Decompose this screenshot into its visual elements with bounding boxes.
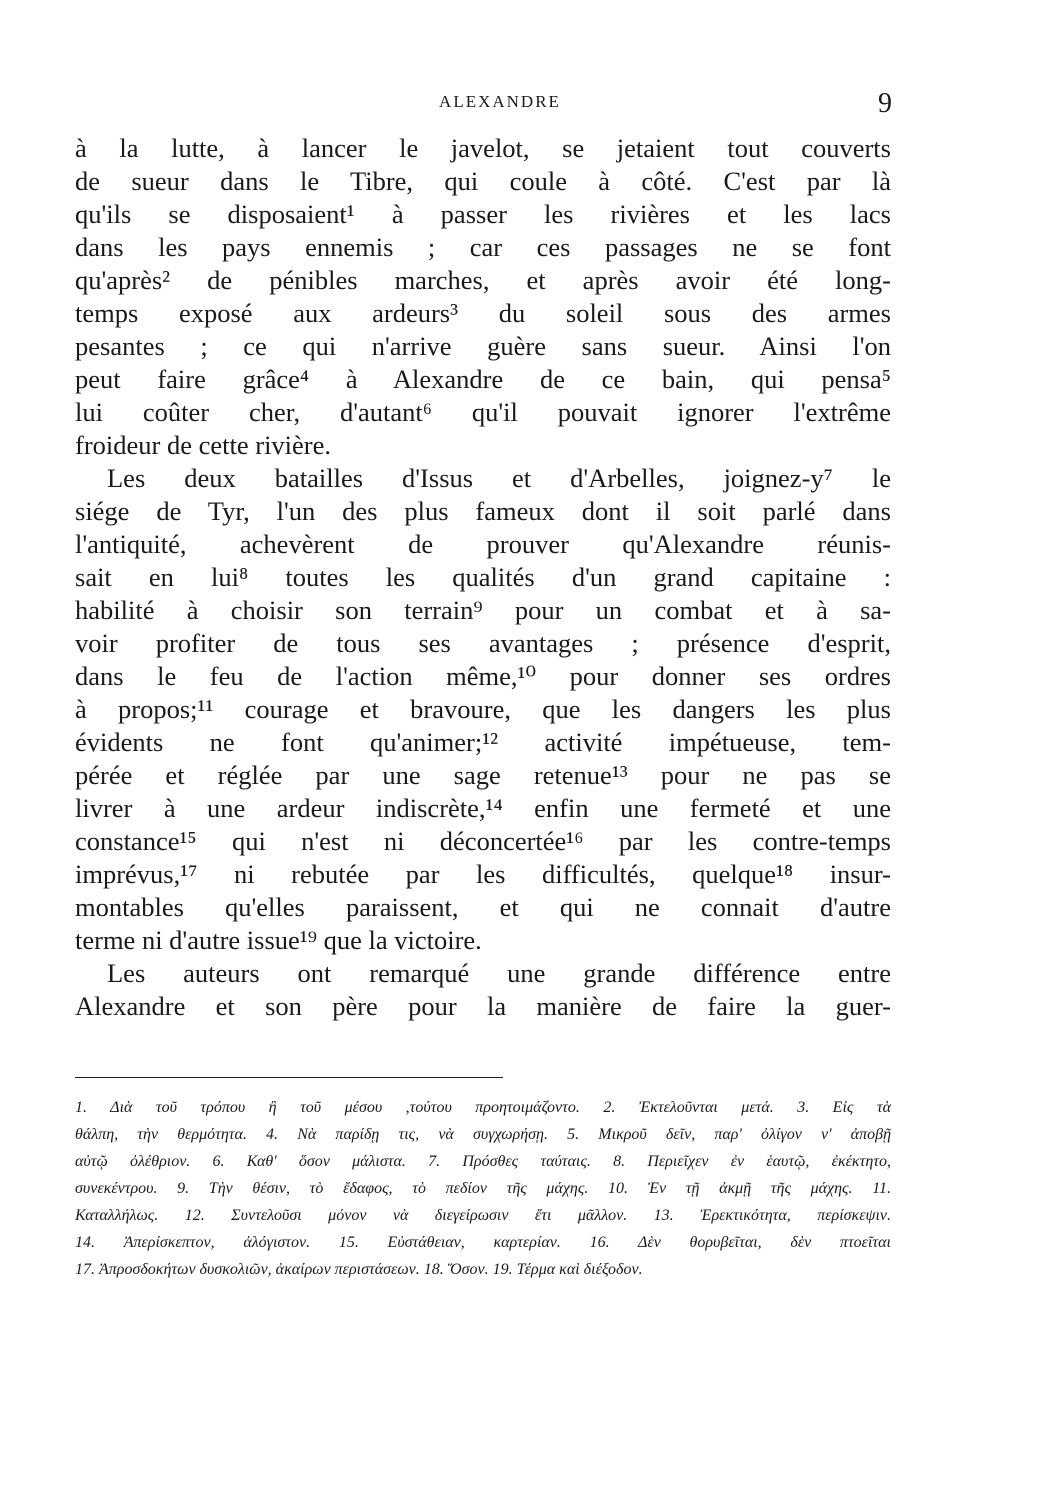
body-line: livrer à une ardeur indiscrète,¹⁴ enfin une fermeté et une	[75, 793, 891, 823]
body-line: à propos;¹¹ courage et bravoure, que les dangers les plus	[75, 694, 891, 724]
body-line: habilité à choisir son terrain⁹ pour un combat et à sa-	[75, 595, 891, 625]
body-line: sait en lui⁸ toutes les qualités d'un grand capitaine :	[75, 562, 891, 592]
body-line: évidents ne font qu'animer;¹² activité impétueuse, tem-	[75, 727, 891, 757]
body-line: Les auteurs ont remarqué une grande différence entre	[107, 958, 891, 988]
body-line: constance¹⁵ qui n'est ni déconcertée¹⁶ par les contre-temps	[75, 826, 891, 856]
body-line: de sueur dans le Tibre, qui coule à côté. C'est par là	[75, 166, 891, 196]
body-line: l'antiquité, achevèrent de prouver qu'Alexandre réunis-	[75, 529, 891, 559]
body-line: temps exposé aux ardeurs³ du soleil sous des armes	[75, 298, 891, 328]
body-line: qu'ils se disposaient¹ à passer les rivières et les lacs	[75, 199, 891, 229]
footnote-line: 14. Ἀπερίσκεπτον, ἀλόγιστον. 15. Εὐστάθειαν, καρτερίαν. 16. Δὲν θορυβεῖται, δὲν πτοεῖται	[75, 1234, 891, 1251]
page-number: 9	[878, 88, 892, 119]
body-line: froideur de cette rivière.	[75, 430, 332, 460]
body-line: Alexandre et son père pour la manière de faire la guer-	[75, 991, 891, 1021]
footnotes	[75, 1094, 891, 1283]
body-text	[75, 132, 891, 1023]
footnote-line: 17. Ἀπροσδοκήτων δυσκολιῶν, ἀκαίρων περιστάσεων. 18. Ὅσον. 19. Τέρμα καὶ διέξοδον.	[75, 1261, 643, 1278]
body-line: terme ni d'autre issue¹⁹ que la victoire.	[75, 925, 482, 955]
body-line: qu'après² de pénibles marches, et après avoir été long-	[75, 265, 891, 295]
body-line: dans les pays ennemis ; car ces passages ne se font	[75, 232, 891, 262]
page-header	[0, 88, 1064, 118]
footnote-line: αὐτῷ ὀλέθριον. 6. Καθ' ὅσον μάλιστα. 7. Πρόσθες ταύταις. 8. Περιεῖχεν ἐν ἑαυτῷ, ἐκέκτητο,	[75, 1153, 891, 1170]
running-title: ALEXANDRE	[439, 92, 561, 111]
footnote-line: 1. Διὰ τοῦ τρόπου ἢ τοῦ μέσου ,τούτου προητοιμάζοντο. 2. Ἐκτελοῦνται μετά. 3. Εἰς τὰ	[75, 1099, 891, 1116]
body-line: imprévus,¹⁷ ni rebutée par les difficultés, quelque¹⁸ insur-	[75, 859, 891, 889]
body-line: pesantes ; ce qui n'arrive guère sans sueur. Ainsi l'on	[75, 331, 891, 361]
body-line: pérée et réglée par une sage retenue¹³ pour ne pas se	[75, 760, 891, 790]
body-line: siége de Tyr, l'un des plus fameux dont il soit parlé dans	[75, 496, 891, 526]
body-line: Les deux batailles d'Issus et d'Arbelles, joignez-y⁷ le	[107, 463, 891, 493]
footnote-divider	[75, 1077, 503, 1078]
body-line: montables qu'elles paraissent, et qui ne connait d'autre	[75, 892, 891, 922]
footnote-line: θάλπη, τὴν θερμότητα. 4. Νὰ παρίδῃ τις, νὰ συγχωρήσῃ. 5. Μικροῦ δεῖν, παρ' ὀλίγον ν' ἀποβῇ	[75, 1126, 891, 1143]
body-line: lui coûter cher, d'autant⁶ qu'il pouvait ignorer l'extrême	[75, 397, 891, 427]
body-line: voir profiter de tous ses avantages ; présence d'esprit,	[75, 628, 891, 658]
footnote-line: συνεκέντρου. 9. Τὴν θέσιν, τὸ ἔδαφος, τὸ πεδίον τῆς μάχης. 10. Ἐν τῇ ἀκμῇ τῆς μάχης. 11.	[75, 1180, 891, 1197]
body-line: dans le feu de l'action même,¹⁰ pour donner ses ordres	[75, 661, 891, 691]
body-line: peut faire grâce⁴ à Alexandre de ce bain, qui pensa⁵	[75, 364, 891, 394]
footnote-line: Καταλλήλως. 12. Συντελοῦσι μόνον νὰ διεγείρωσιν ἔτι μᾶλλον. 13. Ἐρεκτικότητα, περίσκεψιν.	[75, 1207, 891, 1224]
body-line: à la lutte, à lancer le javelot, se jetaient tout couverts	[75, 133, 891, 163]
